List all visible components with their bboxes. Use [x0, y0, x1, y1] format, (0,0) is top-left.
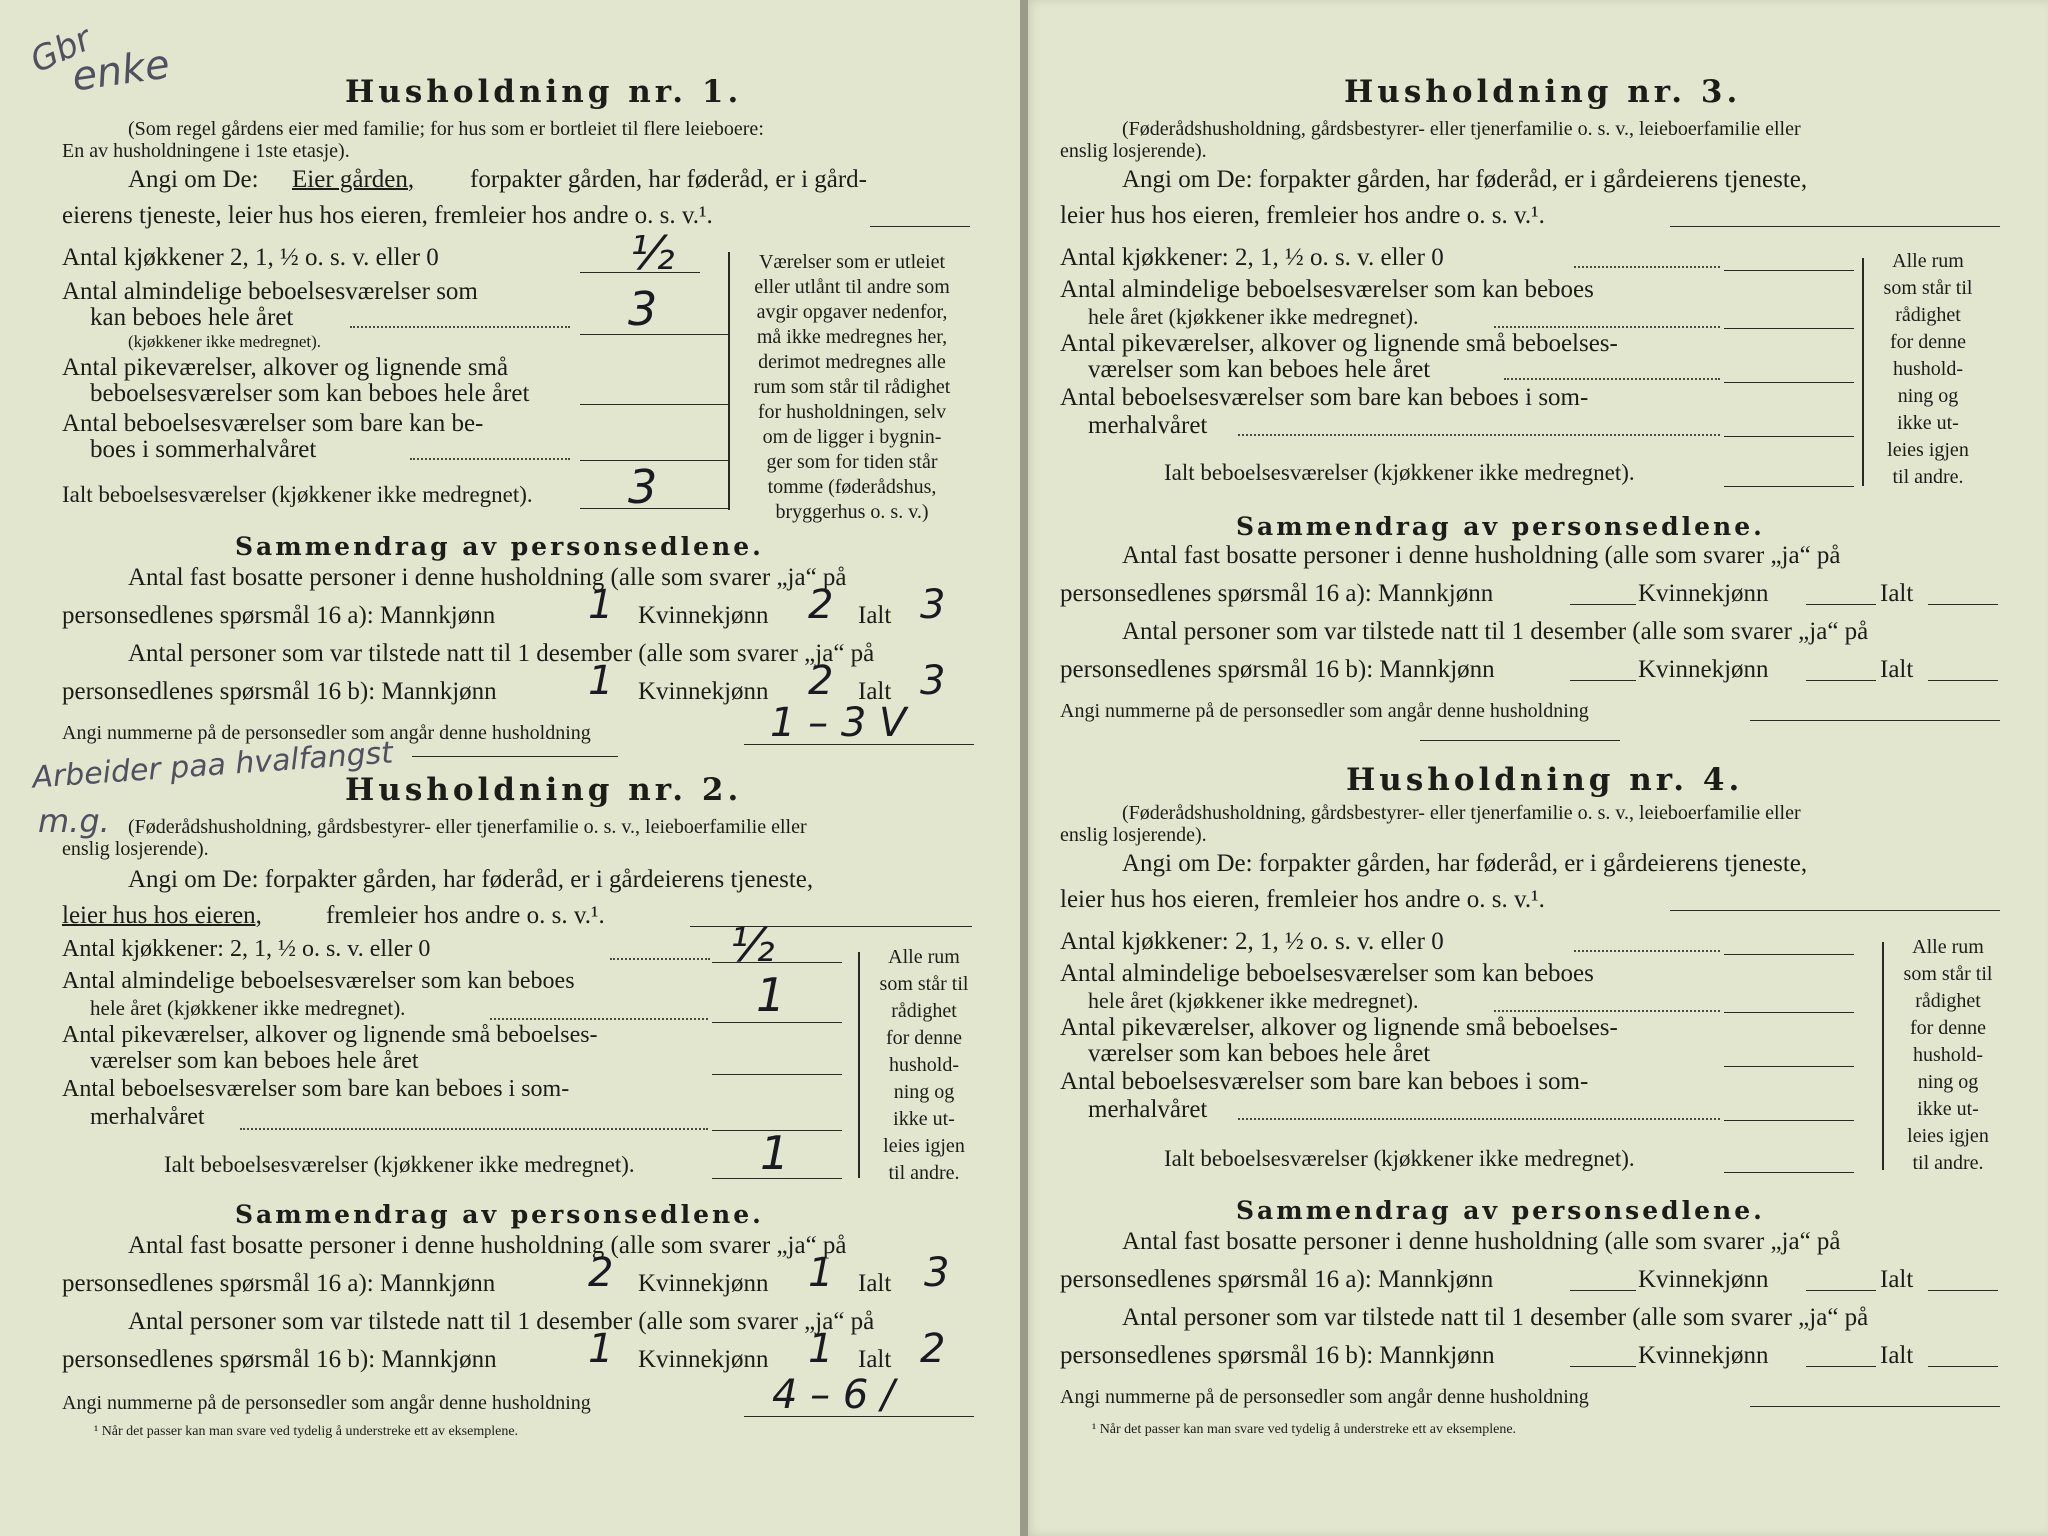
- hh4-fast-kvinne-label: Kvinnekjønn: [1638, 1266, 1769, 1293]
- margin-note-arbeider: Arbeider paa hvalfangst: [31, 735, 395, 796]
- hh4-summary-title: Sammendrag av personsedlene.: [1236, 1196, 1765, 1225]
- hh2-alm-label-2: hele året (kjøkkener ikke medregnet).: [90, 996, 406, 1020]
- hh4-alm-line: [1724, 1012, 1854, 1013]
- hh2-tilst-ialt-label: Ialt: [858, 1346, 892, 1373]
- hh1-answer-eier: Eier gården,: [292, 166, 415, 193]
- hh3-tilst-line1: Antal personer som var tilstede natt til 1 desember (alle som svarer „ja“ på: [1122, 618, 1869, 645]
- hh2-tilst-mann: 1: [588, 1326, 614, 1372]
- hh3-side-brace: [1862, 258, 1864, 486]
- hh3-angi-line: [1670, 226, 2000, 227]
- hh1-tilst-line2: personsedlenes spørsmål 16 b): Mannkjønn: [62, 678, 497, 705]
- hh3-angi-line1: Angi om De: forpakter gården, har føderåd, er i gårdeierens tjeneste,: [1122, 166, 1808, 193]
- household-1: [0, 0, 1024, 760]
- hh3-pike-dots: [1504, 378, 1720, 380]
- hh3-intro-line1: (Føderådshusholdning, gårdsbestyrer- eller tjenerfamilie o. s. v., leieboerfamilie eller: [1122, 118, 1801, 140]
- hh3-nummer-line: [1750, 720, 2000, 721]
- hh3-sommer-label-1: Antal beboelsesværelser som bare kan beboes i som-: [1060, 384, 1589, 411]
- hh3-tilst-kvinne-label: Kvinnekjønn: [1638, 656, 1769, 683]
- hh3-tilst-ialt-line: [1928, 680, 1998, 681]
- hh3-tilst-kvinne-line: [1806, 680, 1876, 681]
- hh4-fast-kvinne-line: [1806, 1290, 1876, 1291]
- hh1-pike-line: [580, 404, 730, 405]
- hh4-tilst-kvinne-label: Kvinnekjønn: [1638, 1342, 1769, 1369]
- hh4-kjokken-label: Antal kjøkkener: 2, 1, ½ o. s. v. eller 0: [1060, 928, 1444, 955]
- hh4-fast-line2: personsedlenes spørsmål 16 a): Mannkjønn: [1060, 1266, 1494, 1293]
- hh2-nummer-value: 4 – 6 /: [772, 1372, 895, 1418]
- hh2-fast-kvinne-label: Kvinnekjønn: [638, 1270, 769, 1297]
- hh2-kjokken-label: Antal kjøkkener: 2, 1, ½ o. s. v. eller 0: [62, 936, 431, 962]
- hh1-fast-kvinne: 2: [808, 582, 834, 628]
- right-page: [1024, 0, 2048, 1536]
- hh4-alm-label-1: Antal almindelige beboelsesværelser som kan beboes: [1060, 960, 1594, 987]
- hh1-nummer-label: Angi nummerne på de personsedler som angår denne husholdning: [62, 722, 591, 744]
- hh3-ialt-line: [1724, 486, 1854, 487]
- hh4-tilst-ialt-line: [1928, 1366, 1998, 1367]
- hh2-sommer-label-1: Antal beboelsesværelser som bare kan beboes i som-: [62, 1076, 570, 1102]
- hh2-fast-line1: Antal fast bosatte personer i denne husholdning (alle som svarer „ja“ på: [128, 1232, 847, 1259]
- hh4-tilst-line2: personsedlenes spørsmål 16 b): Mannkjønn: [1060, 1342, 1495, 1369]
- hh4-alm-label-2: hele året (kjøkkener ikke medregnet).: [1088, 988, 1419, 1013]
- hh3-kjokken-line: [1724, 270, 1854, 271]
- hh2-tilst-line1: Antal personer som var tilstede natt til 1 desember (alle som svarer „ja“ på: [128, 1308, 875, 1335]
- hh1-angi-line2: eierens tjeneste, leier hus hos eieren, fremleier hos andre o. s. v.¹.: [62, 202, 713, 229]
- hh1-summary-title: Sammendrag av personsedlene.: [235, 532, 764, 561]
- hh3-sommer-dots: [1238, 434, 1720, 436]
- hh1-ialt-line: [580, 508, 730, 509]
- hh1-ialt-label: Ialt beboelsesværelser (kjøkkener ikke medregnet).: [62, 482, 533, 507]
- hh4-angi-line2: leier hus hos eieren, fremleier hos andre o. s. v.¹.: [1060, 886, 1545, 913]
- hh1-alm-dots: [350, 326, 570, 328]
- hh2-sommer-label-2: merhalvåret: [90, 1104, 205, 1130]
- hh1-alm-line: [580, 334, 730, 335]
- household-4: [1024, 760, 2048, 1460]
- hh1-alm-label-1: Antal almindelige beboelsesværelser som: [62, 278, 478, 305]
- hh2-fast-kvinne: 1: [808, 1250, 834, 1296]
- hh3-kjokken-dots: [1574, 266, 1720, 268]
- hh2-tilst-ialt: 2: [920, 1326, 946, 1372]
- hh2-kjokken-value: ½: [730, 918, 775, 972]
- hh3-nummer-label: Angi nummerne på de personsedler som angår denne husholdning: [1060, 700, 1589, 722]
- hh2-answer-leier: leier hus hos eieren,: [62, 902, 262, 929]
- household-3-title: Husholdning nr. 3.: [1344, 74, 1742, 110]
- hh1-angi-rest: forpakter gården, har føderåd, er i gård-: [470, 166, 868, 193]
- hh2-alm-label-1: Antal almindelige beboelsesværelser som kan beboes: [62, 968, 575, 994]
- hh4-intro-line1: (Føderådshusholdning, gårdsbestyrer- eller tjenerfamilie o. s. v., leieboerfamilie eller: [1122, 802, 1801, 824]
- hh2-ialt-value: 1: [760, 1126, 790, 1180]
- hh1-tilst-mann: 1: [588, 658, 614, 704]
- hh3-fast-line2: personsedlenes spørsmål 16 a): Mannkjønn: [1060, 580, 1494, 607]
- hh3-tilst-line2: personsedlenes spørsmål 16 b): Mannkjønn: [1060, 656, 1495, 683]
- hh4-tilst-line1: Antal personer som var tilstede natt til 1 desember (alle som svarer „ja“ på: [1122, 1304, 1869, 1331]
- hh4-side-note: Alle rum som står til rådighet for denne hushold- ning og ikke ut- leies igjen til andre.: [1903, 936, 1993, 1174]
- hh2-ialt-label: Ialt beboelsesværelser (kjøkkener ikke medregnet).: [164, 1152, 635, 1177]
- hh3-pike-label-1: Antal pikeværelser, alkover og lignende små beboelses-: [1060, 330, 1618, 357]
- hh3-alm-line: [1724, 328, 1854, 329]
- hh2-angi-line1: Angi om De: forpakter gården, har føderåd, er i gårdeierens tjeneste,: [128, 866, 814, 893]
- hh2-kjokken-line: [712, 962, 842, 963]
- hh1-alm-value: 3: [628, 282, 658, 336]
- hh1-kjokken-value: ½: [630, 226, 675, 280]
- hh3-fast-line1: Antal fast bosatte personer i denne husholdning (alle som svarer „ja“ på: [1122, 542, 1841, 569]
- hh1-intro-line2: En av husholdningene i 1ste etasje).: [62, 140, 350, 162]
- hh4-ialt-line: [1724, 1172, 1854, 1173]
- household-4-title: Husholdning nr. 4.: [1346, 762, 1744, 798]
- hh2-angi-line2-rest: fremleier hos andre o. s. v.¹.: [326, 902, 605, 929]
- hh3-kjokken-label: Antal kjøkkener: 2, 1, ½ o. s. v. eller 0: [1060, 244, 1444, 271]
- page-gutter: [1020, 0, 1028, 1536]
- hh3-alm-label-1: Antal almindelige beboelsesværelser som kan beboes: [1060, 276, 1594, 303]
- hh4-kjokken-line: [1724, 954, 1854, 955]
- household-2-title: Husholdning nr. 2.: [345, 772, 743, 808]
- hh2-sommer-dots: [240, 1128, 708, 1130]
- hh4-sommer-line: [1724, 1120, 1854, 1121]
- hh3-alm-label-2: hele året (kjøkkener ikke medregnet).: [1088, 304, 1419, 329]
- hh1-nummer-line: [744, 744, 974, 745]
- hh3-angi-line2: leier hus hos eieren, fremleier hos andre o. s. v.¹.: [1060, 202, 1545, 229]
- hh4-fast-ialt-label: Ialt: [1880, 1266, 1914, 1293]
- hh1-side-note: Værelser som er utleiet eller utlånt til andre som avgir opgaver nedenfor, må ikke medregnes her, derimot medregnes alle rum som står til rådighet for husholdningen, selv om de ligger i bygnin- ger som for tiden står tomme (føderådshus, bryggerhus o. s. v.): [753, 251, 951, 523]
- hh1-tilst-kvinne: 2: [808, 658, 834, 704]
- hh4-side-brace: [1882, 942, 1884, 1170]
- hh1-fast-line2: personsedlenes spørsmål 16 a): Mannkjønn: [62, 602, 496, 629]
- hh1-tilst-ialt: 3: [920, 658, 946, 704]
- hh1-tilst-ialt-label: Ialt: [858, 678, 892, 705]
- hh4-pike-line: [1724, 1066, 1854, 1067]
- hh4-sommer-dots: [1238, 1118, 1720, 1120]
- hh1-kjokken-line: [580, 272, 700, 273]
- hh4-angi-line1: Angi om De: forpakter gården, har føderåd, er i gårdeierens tjeneste,: [1122, 850, 1808, 877]
- hh4-fast-ialt-line: [1928, 1290, 1998, 1291]
- hh2-pike-line: [712, 1074, 842, 1075]
- hh2-kjokken-dots: [610, 958, 710, 960]
- hh1-nummer-value: 1 – 3 V: [770, 700, 907, 746]
- hh4-sommer-label-2: merhalvåret: [1088, 1096, 1208, 1123]
- hh1-tilst-kvinne-label: Kvinnekjønn: [638, 678, 769, 705]
- hh4-intro-line2: enslig losjerende).: [1060, 824, 1207, 846]
- hh1-sommer-dots: [410, 458, 570, 460]
- hh3-alm-dots: [1494, 326, 1720, 328]
- hh4-kjokken-dots: [1574, 950, 1720, 952]
- hh1-fast-mann: 1: [588, 582, 614, 628]
- hh2-fast-mann: 2: [588, 1250, 614, 1296]
- hh3-fast-kvinne-line: [1806, 604, 1876, 605]
- hh1-angi-line: [870, 226, 970, 227]
- household-3: [1024, 0, 2048, 740]
- hh2-side-brace: [858, 952, 860, 1178]
- hh3-intro-line2: enslig losjerende).: [1060, 140, 1207, 162]
- hh2-nummer-label: Angi nummerne på de personsedler som angår denne husholdning: [62, 1392, 591, 1414]
- hh1-ialt-value: 3: [628, 460, 658, 514]
- household-2: [0, 760, 1024, 1460]
- hh4-ialt-label: Ialt beboelsesværelser (kjøkkener ikke medregnet).: [1164, 1146, 1635, 1171]
- hh2-side-note: Alle rum som står til rådighet for denne hushold- ning og ikke ut- leies igjen til andre.: [879, 946, 969, 1184]
- hh3-side-note: Alle rum som står til rådighet for denne hushold- ning og ikke ut- leies igjen til andre.: [1883, 250, 1973, 488]
- left-footnote: ¹ Når det passer kan man svare ved tydelig å understreke ett av eksemplene.: [94, 1424, 519, 1439]
- hh4-angi-line: [1670, 910, 2000, 911]
- margin-note-enke: enke: [69, 41, 173, 101]
- hh3-summary-title: Sammendrag av personsedlene.: [1236, 512, 1765, 541]
- hh4-alm-dots: [1494, 1010, 1720, 1012]
- hh2-summary-title: Sammendrag av personsedlene.: [235, 1200, 764, 1229]
- hh3-fast-ialt-line: [1928, 604, 1998, 605]
- hh1-alm-label-3: (kjøkkener ikke medregnet).: [128, 332, 322, 351]
- hh4-pike-label-1: Antal pikeværelser, alkover og lignende små beboelses-: [1060, 1014, 1618, 1041]
- hh2-alm-dots: [490, 1018, 708, 1020]
- hh1-fast-kvinne-label: Kvinnekjønn: [638, 602, 769, 629]
- hh3-fast-kvinne-label: Kvinnekjønn: [1638, 580, 1769, 607]
- margin-note-gbr: Gbr: [24, 18, 98, 82]
- hh1-fast-ialt: 3: [920, 582, 946, 628]
- hh3-fast-mann-line: [1570, 604, 1636, 605]
- hh2-fast-line2: personsedlenes spørsmål 16 a): Mannkjønn: [62, 1270, 496, 1297]
- hh1-side-brace: [728, 252, 730, 510]
- hh1-kjokken-label: Antal kjøkkener 2, 1, ½ o. s. v. eller 0: [62, 244, 439, 271]
- hh1-intro-line1: (Som regel gårdens eier med familie; for hus som er bortleiet til flere leieboere:: [128, 118, 764, 140]
- hh3-fast-ialt-label: Ialt: [1880, 580, 1914, 607]
- hh1-fast-ialt-label: Ialt: [858, 602, 892, 629]
- hh4-sommer-label-1: Antal beboelsesværelser som bare kan beboes i som-: [1060, 1068, 1589, 1095]
- hh1-fast-line1: Antal fast bosatte personer i denne husholdning (alle som svarer „ja“ på: [128, 564, 847, 591]
- hh3-tilst-mann-line: [1570, 680, 1636, 681]
- hh1-angi-label: Angi om De:: [128, 166, 259, 193]
- hh1-pike-label-2: beboelsesværelser som kan beboes hele året: [90, 380, 530, 407]
- hh3-pike-line: [1724, 382, 1854, 383]
- hh2-pike-label-2: værelser som kan beboes hele året: [90, 1048, 419, 1074]
- hh4-tilst-mann-line: [1570, 1366, 1636, 1367]
- hh2-fast-ialt-label: Ialt: [858, 1270, 892, 1297]
- hh2-alm-line: [712, 1022, 842, 1023]
- hh3-ialt-label: Ialt beboelsesværelser (kjøkkener ikke medregnet).: [1164, 460, 1635, 485]
- hh4-fast-line1: Antal fast bosatte personer i denne husholdning (alle som svarer „ja“ på: [1122, 1228, 1841, 1255]
- hh2-fast-ialt: 3: [924, 1250, 950, 1296]
- hh2-ialt-line: [712, 1178, 842, 1179]
- hh4-tilst-kvinne-line: [1806, 1366, 1876, 1367]
- hh2-nummer-line: [744, 1416, 974, 1417]
- hh2-pike-label-1: Antal pikeværelser, alkover og lignende små beboelses-: [62, 1022, 598, 1048]
- hh1-alm-label-2: kan beboes hele året: [90, 304, 294, 331]
- hh2-tilst-kvinne-label: Kvinnekjønn: [638, 1346, 769, 1373]
- hh4-tilst-ialt-label: Ialt: [1880, 1342, 1914, 1369]
- hh4-nummer-line: [1750, 1406, 2000, 1407]
- hh1-sommer-label-1: Antal beboelsesværelser som bare kan be-: [62, 410, 484, 437]
- hh2-intro-line2: enslig losjerende).: [62, 838, 209, 860]
- hh1-sommer-label-2: boes i sommerhalvåret: [90, 436, 317, 463]
- hh4-nummer-label: Angi nummerne på de personsedler som angår denne husholdning: [1060, 1386, 1589, 1408]
- hh4-pike-label-2: værelser som kan beboes hele året: [1088, 1040, 1431, 1067]
- hh2-tilst-line2: personsedlenes spørsmål 16 b): Mannkjønn: [62, 1346, 497, 1373]
- hh3-sommer-line: [1724, 436, 1854, 437]
- hh3-tilst-ialt-label: Ialt: [1880, 656, 1914, 683]
- hh3-pike-label-2: værelser som kan beboes hele året: [1088, 356, 1431, 383]
- hh1-hh2-divider: [412, 756, 618, 757]
- margin-note-mg: m.g.: [38, 802, 110, 840]
- right-footnote: ¹ Når det passer kan man svare ved tydelig å understreke ett av eksemplene.: [1092, 1422, 1517, 1437]
- household-1-title: Husholdning nr. 1.: [345, 74, 743, 110]
- hh2-tilst-kvinne: 1: [808, 1326, 834, 1372]
- hh2-intro-line1: (Føderådshusholdning, gårdsbestyrer- eller tjenerfamilie o. s. v., leieboerfamilie eller: [128, 816, 807, 838]
- hh4-fast-mann-line: [1570, 1290, 1636, 1291]
- hh1-tilst-line1: Antal personer som var tilstede natt til 1 desember (alle som svarer „ja“ på: [128, 640, 875, 667]
- hh3-hh4-divider: [1420, 740, 1620, 741]
- hh1-pike-label-1: Antal pikeværelser, alkover og lignende små: [62, 354, 509, 381]
- hh2-alm-value: 1: [756, 968, 786, 1022]
- hh3-sommer-label-2: merhalvåret: [1088, 412, 1208, 439]
